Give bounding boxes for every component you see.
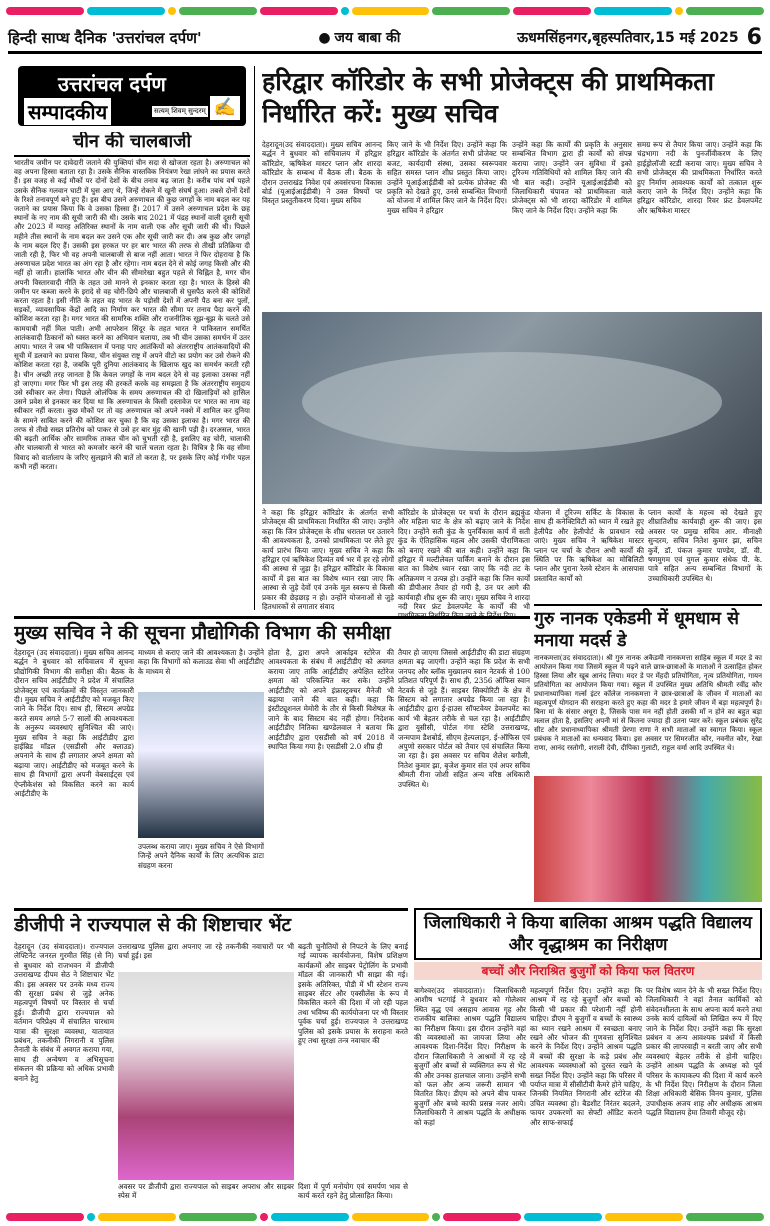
meeting-photo (262, 312, 762, 504)
dgp-col-3b: दिशा में पूर्ण मनोयोग एवं समर्पण भाव से कार्य करते रहने हेतु प्रोत्साहित किया। (298, 1182, 408, 1201)
it-col-1: देहरादून (उद संवाददाता)। मुख्य सचिव आनन्द बर्द्धन ने बुधवार को सचिवालय में सूचना प्रौद्योगिकी विभाग की समीक्षा की। बैठक के दौरान सचिव आईटीडीए ने प्रदेश में संचालित प्रोजेक्ट्स एवं कार्यक्रमों की विस्तृत जानकारी दी। मुख्य सचिव ने आईटीडीए को मजबूत किए जाने के निर्देश दिए। साथ ही, सिस्टम अपग्रेड करते समय अगले 5-7 सालों की आवश्यकता के अनुरूप व्यवस्थाएं सुनिश्चित की जाएं। मुख्य सचिव ने कहा कि आईटीडीए द्वारा हाईब्रिड मॉडल (एसडीसी और क्लाउड) अपनाने के साथ ही लगातार अपने क्षमता को बढ़ाया जाए। आईटीडीए को मजबूत करने के साथ ही विभागों द्वारा अपनी वेबसाईट्स एवं ऐप्लीकेशंस को विकसित करने का कार्य आईटीडीए के (14, 648, 134, 799)
editorial-masthead (18, 66, 246, 126)
dgp-col-3: बढ़ती चुनौतियों से निपटने के लिए बनाई गई व्यापक कार्ययोजना, विशेष प्रशिक्षण कार्यक्रमों और साइबर पेट्रोलिंग के प्रभावी मॉडल की जानकारी भी साझा की गई। इसके अतिरिक्त, पौडी में भी स्टेशन राज्य साइबर सेंटर और एक्सीलेंस के रूप में विकसित करने की दिशा में जो रही पहल तथा भविष्य की कार्ययोजना पर भी विस्तार पूर्वक चर्चा हुई। राज्यपाल ने उत्तराखण्ड पुलिस को इसके प्रयास के सराहना करते हुए तथा सुरक्षा तन्त्र नवाचार की (298, 942, 408, 1046)
ashram-col-1: बागेश्वर(उद संवाददाता)। जिलाधिकारी आशीष भटगांई ने बुधवार को गोलेश्वर स्थित वृद्ध एवं असहाय आवास गृह और राजकीय बालिका आश्रम पद्धति विद्यालय का निरीक्षण किया। इस दौरान उन्होंने वहां की व्यवस्थाओं का जायजा लिया और आवश्यक दिशा-निर्देश दिए। निरीक्षण के दौरान जिलाधिकारी ने आश्रमों में रह रहे बुजुर्गों और बच्चों से व्यक्तिगत रूप से भेंट की और उनका हालचाल जाना। उन्होंने सभी को फल और अन्य जरूरी सामान भी वितरित किए। डीएम को अपने बीच पाकर बुजुर्गों और बच्चे काफी प्रसन्न नजर आये। जिलाधिकारी ने आश्रम पद्धति के अधीक्षक को कहां (414, 986, 526, 1127)
it-col-2b: उपलब्ध कराया जाए। मुख्य सचिव ने ऐसे विभागों जिन्हें अपने दैनिक कार्यों के लिए अत्यधिक डाटा संग्रहण करना (138, 842, 264, 870)
dgp-col-1: देहरादून (उद संवाददाता)। राज्यपाल लेफ्टिनेंट जनरल गुरमीत सिंह (से नि) से बुधवार को राजभवन में डीजीपी उत्तराखण्ड दीपम सेठ ने शिष्टाचार भेंट की। इस अवसर पर उनके मध्य राज्य की सुरक्षा प्रबंध से जुड़े अनेक महत्वपूर्ण विषयों पर विस्तार से चर्चा हुई। डीजीपी द्वारा राज्यपाल को वर्तमान परिप्रेक्ष्य में संचालित चारधाम यात्रा की सुरक्षा व्यवस्था, यातायात प्रबंधन, तकनीकी निगरानी व पुलिस तैनाती के संबंध में अवगत कराया गया, साथ ही अन्वेषण व अभिसूचना संकलन की प्रक्रिया को अधिक प्रभावी बनाने हेतु (14, 942, 114, 1083)
column-rule (254, 66, 255, 610)
it-col-3: होता है, द्वारा अपने आर्काइव स्टोरेज की आवश्यकता के संबंध में आईटीडीए को अवगत कराया जाए ताकि आईटीडीए अपेक्षित स्टोरेज क्षमता को परिकल्पित कर सके। उन्होंने आईटीडीए को अपने इंफ्रास्ट्रक्चर मैनेजी भी बढ़ाया जाने की बात कही। कहा कि इंस्टीट्यूशनल मेमोरी के तौर से किसी विशेषज्ञ के जाने के बाद सिस्टम बंद नहीं होगा। निदेशक आईटीडीए नितिका खण्डेलवाल ने बताया कि आईटीडीए द्वारा एसडीसी को वर्ष 2018 में स्थापित किया गया है। एसडीसी 2.0 शीघ्र ही (268, 648, 394, 752)
slogan: जय बाबा की (334, 30, 401, 46)
main-col-8: प्लान कार्यों के महत्त्व को देखते हुए शीघ्रातिशीघ्र कार्यवाही शुरू की जाए। इस अवसर पर प्रमुख सचिव आर. मीनाक्षी सुन्दरम, सचिव नितेश कुमार झा, सचिन कुर्वे, डॉ. पंकज कुमार पाण्डेय, डॉ. वी. षणमुगम एवं युगल कुमार संधेक पी. के. पात्रे सहित अन्य सम्बन्धित विभागों के उच्चाधिकारी उपस्थित थे। (648, 508, 762, 583)
main-col-1: देहरादून(उद संवाददाता)। मुख्य सचिव आनन्द बर्द्धन ने बुधवार को सचिवालय में हरिद्वार कॉरिडोर, ऋषिकेश मास्टर प्लान और शारदा कॉरिडोर के सम्बन्ध में बैठक ली। बैठक के दौरान उत्तराखंड निवेश एवं अवसंरचना विकास बोर्ड (यूआईआईडीबी) ने उक्त विषयों पर विस्तृत प्रस्तुतीकरण दिया। मुख्य सचिव (262, 140, 382, 206)
conference-table-shape (302, 352, 722, 452)
main-headline: हरिद्वार कॉरिडोर के सभी प्रोजेक्ट्स की प्राथमिकता निर्धारित करें: मुख्य सचिव (262, 67, 714, 128)
color-strip-bottom (6, 1212, 764, 1222)
editorial-body: भारतीय जमीन पर दावेदारी जताने की युक्तियां चीन सदा से खोजता रहता है। अरुणाचल को वह अपना हिस्सा बताता रहा है। उसके सैनिक वास्तविक नियंत्रण रेखा लांघने का प्रयास करते हैं। इस वजह से कई मौकों पर दोनों देशों के बीच तनाव बढ़ जाता है। करीब पांच वर्ष पहले उसके सैनिक गलवान घाटी में घुस आए थे, जिन्हें रोकने में खूनी संघर्ष हुआ। तबसे दोनों देशों के रिश्ते तनावपूर्ण बने हुए हैं। इस बीच उसने अरुणाचल की कुछ जगहों के नाम बदल कर यह जताने का प्रयास किया कि वे उसका हिस्सा हैं। 2017 में उसने अरुणाचल प्रदेश के छह स्थानों के नए नाम की सूची जारी की थी। उसके बाद 2021 में पंद्रह स्थानों वाली दूसरी सूची और 2023 में ग्यारह अतिरिक्त स्थानों के नाम वाली एक और सूची जारी की थी। पिछले महीने तीस स्थानों के नाम बदल कर उसने एक और सूची जारी कर दी। अब कुछ और जगहों के नाम बदल दिए हैं। उसकी इस हरकत पर हर बार भारत की तरफ से तीखी प्रतिक्रिया दी जाती रही है, फिर भी वह अपनी चालबाजी से बाज नहीं आता। भारत ने फिर दोहराया है कि अरुणाचल प्रदेश भारत का अंग रहा है और रहेगा। नाम बदल देने से कोई जगह किसी और की नहीं हो जाती। हालांकि भारत और चीन की सीमारेखा बहुत पहले से चिह्नित है, मगर चीन अपनी विस्तारवादी नीति के तहत उसे मानने से इनकार करता रहा है। भारत के हिस्से की जमीन पर कब्जा करने के इरादे से वह चोरी-छिपे और चालबाजी से घुसपैठ करने की कोशिशें करता रहता है। इसी नीति के तहत वह भारत के पड़ोसी देशों में अपनी पैठ बना कर पुलों, सड़कों, व्यावसायिक केंद्रों आदि का निर्माण कर भारत की सीमा पर तनाव पैदा करने की कोशिश करता रहा है। मगर भारत की सामरिक शक्ति और राजनीतिक सूझ-बूझ के चलते उसे कामयाबी नहीं मिल पाती। अभी आपरेशन सिंदूर के तहत भारत ने पाकिस्तान समर्थित आतंकवादी ठिकानों को ध्वस्त करने का अभियान चलाया, तब भी चीन उसका समर्थन में उतर आया। भारत ने जब भी पाकिस्तान में पनाह पाए आतंकियों को अंतरराष्ट्रीय आतंकवादियों की सूची में डलवाने का प्रयास किया, चीन संयुक्त राष्ट्र में अपने वीटो का प्रयोग कर उसे रोकने की कोशिश करता रहा है, जबकि पूरी दुनिया आतंकवाद के खिलाफ खुद का समर्थन करती रही है। चीन अच्छी तरह जानता है कि केवल जगहों के नाम बदल देने से वह इलाका उसका नहीं हो जाएगा। मगर फिर भी इस तरह की हरकतें करके वह समझता है कि अंतरराष्ट्रीय समुदाय उसे स्वीकार कर लेगा। पिछले ओलंपिक के समय अरुणाचल की दो खिलाड़ियों को हासिल उसने प्रवेश से इनकार कर दिया था कि अरुणाचल के किसी दस्तावेज पर भारत का नाम वह स्वीकार नहीं करता। कुछ मौकों पर तो वह अरुणाचल को अपने नक्शे में शामिल कर दुनिया के सामने साबित करने की कोशिश कर चुका है कि वह उसका इलाका है। मगर भारत की तरफ से तीखे सख्त प्रतिरोध को पाकर से उसे हर बार मुंह की खानी पड़ी है। दरअसल, भारत की बढ़ती आर्थिक और सामरिक ताकत चीन को चुभती रही है, इसलिए वह चोरी, चालाकी और चालबाजी से भारत को कमजोर करने की चालें चलता रहता है। विचित्र है कि वह सीमा विवाद को वार्तालाप के जरिए सुलझाने की बातें तो करता है, पर इसके लिए कोई गंभीर पहल कभी नहीं करता। (14, 158, 250, 471)
bullet-icon: ● (318, 29, 331, 46)
editorial-title: चीन की चालबाजी (14, 132, 250, 157)
it-col-2: माध्यम से कराए जाने की आवश्यकता है। उन्होंने कहा कि विभागों को कलाउड सेवा भी आईटीडीए के माध्यम से (138, 648, 264, 676)
main-col-6: कॉरिडोर के प्रोजेक्ट्स पर चर्चा के दौरान ब्रह्मकुंड और महिला घाट के क्षेत्र को बढ़ाए जाने के निर्देश दिए। उन्होंने सती कुंड के पुनर्विकास कार्य में सती कुंड के ऐतिहासिक महत्व और उसकी पौराणिकता को बनाए रखने की बात कही। उन्होंने कहा कि हरिद्वार में मल्टीलेवल पार्किंग बनाने के दौरान इस बात का विशेष ध्यान रखा जाए कि नदी तट के अतिक्रमण न उत्पन्न हो। उन्होंने कहा कि जिन कार्यों की डीपीआर तैयार हो गयी है, उन पर आगे की कार्यवाही शीघ्र शुरू की जाए। मुख्य सचिव ने शारदा नदी रिवर फ्रंट डेवलपमेंट के कार्यों की भी प्राथमिकता निर्धारित किए जाने के निर्देश दिए। (398, 508, 530, 621)
mothers-day-photo (534, 776, 762, 902)
main-col-2: किए जाने के भी निर्देश दिए। उन्होंने कहा कि हरिद्वार कॉरिडोर के अंतर्गत सभी प्रोजेक्ट पर बजट, कार्यदायी संस्था, उसका स्वरूपवार सहित समस्त प्लान शीघ्र प्रस्तुत किया जाए। उन्होंने यूआईआईडीबी को प्रत्येक प्रोजेक्ट की प्रकृति को देखते हुए, उनसे सम्बन्धित विभागों को योजना में शामिल किए जाने के निर्देश दिए। मुख्य सचिव ने हरिद्वार (387, 140, 507, 215)
main-col-5: ने कहा कि हरिद्वार कॉरिडोर के अंतर्गत सभी प्रोजेक्ट्स की प्राथमिकता निर्धारित की जाए। उन्होंने कहा कि जिन प्रोजेक्ट्स के शीघ्र धरातल पर उतारने की आवश्यकता है, उनको प्राथमिकता पर लेते हुए कार्य प्रारंभ किया जाए। मुख्य सचिव ने कहा कि हरिद्वार एवं ऋषिकेश दिव्यंत वर्ष भर में हर रहे लोगों की आस्था से जुड़ा है। हरिद्वार कॉरिडोर के विकास कार्यों में इस बात का विशेष ध्यान रखा जाए कि आस्था से जुड़े देवों एवं उनके मूल स्वरूप से किसी प्रकार की छेड़छाड़ न हो। उन्होंने योजनाओं से जुड़े हितधारकों से लगातार संवाद (262, 508, 394, 612)
ashram-col-3: पर विशेष ध्यान देने के भी सख्त निर्देश दिए। जिलाधिकारी ने वहां तैनात कार्मिकों को संवेदनशीलता के साथ अपना कार्य करने तथा उनके कार्य दायित्वों को लिखित रूप में दिए जाने के निर्देश दिए। उन्होंने कहा कि सुरक्षा प्रबंधन व अन्य आवश्यक प्रबंधों में किसी प्रकार की लापरवाही न बरती जाए और सभी व्यवस्थाएं बेहतर तरीके से होनी चाहिए। उन्होंने आश्रम पद्धति के अध्यक्ष को पूर्व परिसर के कायाकल्प की दिशा में कार्य करने के भी निर्देश दिए। निरीक्षण के दौरान जिला शिक्षा अधिकारी बेसिक विनय कुमार, पुलिस उपाधीक्षक अजय शाह और अधीक्षक आश्रम पद्धति विद्यालय हेमा तिवारी मौजूद रहे। (646, 986, 762, 1118)
dgp-headline: डीजीपी ने राज्यपाल से की शिष्टाचार भेंट (14, 908, 408, 937)
masthead-title: उत्तरांचल दर्पण (58, 72, 166, 96)
ashram-subheadline: बच्चों और निराश्रित बुजुर्गों को किया फल वितरण (414, 962, 762, 980)
guru-headline: गुरु नानक एकेडमी में धूमधाम से मनाया मदर्स डे (534, 604, 762, 652)
dgp-col-2b: अवसर पर डीजीपी द्वारा राज्यपाल को साइबर अपराध और साइबर स्पेस में (118, 1182, 294, 1201)
main-col-3: उन्होंने कहा कि कार्यों की प्रकृति के अनुसार सम्बन्धित विभाग द्वारा ही कार्यों को संपन्न कराया जाए। उन्होंने जन सुविधा में इको टूरिज्म गतिविधियों को शामिल किए जाने की भी बात कही। उन्होंने यूआईआईडीबी को जिलाधिकारी चंपावत को प्राथमिकता वाले प्रोजेक्ट्स को भी शारदा कॉरिडोर में शामिल किए जाने के निर्देश दिए। उन्होंने कहा कि (512, 140, 632, 215)
it-col-4: तैयार हो जाएगा जिससे आईटीडीए की डाटा संग्रहण क्षमता बढ़ जाएगी। उन्होंने कहा कि प्रदेश के सभी जनपद और ब्लॉक मुख्यालय स्वान नेटवर्क से 100 प्रतिशत परिपूर्ण हैं। साथ ही, 2356 ऑफिस स्वान नेटवर्क से जुड़े हैं। साइबर सिक्योरिटी के क्षेत्र में सिस्टम को लगातार अपग्रेड किया जा रहा है। आईटीडीए द्वारा ई-हाउस सॉफ्टवेयर डेवलपमेंट का कार्य भी बेहतर तरीके से चल रहा है। आईटीडीए द्वारा यूसीसी, पोर्टल गंगा स्टेशि उत्तराखण्ड, जन्मपाम डैशबोर्ड, सीएम हेल्पलाइन, ई-ऑफिस एवं अपुणो सरकार पोर्टल को तैयार एवं संचालित किया जा रहा है। इस अवसर पर सचिव शैलेश बगौली, नितेश कुमार झा, बृजेश कुमार संत एवं अपर सचिव श्रीमती रीना जोशी सहित अन्य वरिष्ठ अधिकारी उपस्थित थे। (398, 648, 530, 789)
motto: सत्यम् शिवम् सुन्दरम् (154, 107, 206, 115)
main-col-4: समग्र रूप से तैयार किया जाए। उन्होंने कहा कि चंद्रभागा नदी के पुनर्जीवीकरण के लिए हाईड्रोलॉजी स्टडी कराया जाए। मुख्य सचिव ने सभी प्रोजेक्ट्स की प्राथमिकता निर्धारित करते हुए निर्माण आवश्यक कार्यों को तत्काल शुरू कराए जाने के निर्देश दिए। उन्होंने कहा कि हरिद्वार कॉरिडोर, शारदा रिवर फ्रंट डेवलपमेंट और ऋषिकेश मास्टर (637, 140, 762, 215)
it-review-headline: मुख्य सचिव ने की सूचना प्रौद्योगिकी विभाग की समीक्षा (14, 616, 530, 645)
paper-name: हिन्दी साप्ध दैनिक 'उत्तरांचल दर्पण' (8, 28, 202, 47)
page-header (8, 24, 762, 54)
pen-icon: ✍ (210, 96, 240, 120)
color-strip-top (6, 6, 764, 16)
governor-dgp-photo (118, 972, 294, 1180)
ashram-col-2: महत्वपूर्ण निर्देश दिए। उन्होंने कहा कि आश्रम में रह रहे बुजुर्गों और बच्चों को किसी भी प्रकार की परेशानी नहीं होनी चाहिए। डीएम ने बुजुर्गों व बच्चों के स्वास्थ्य का ध्यान रखने आश्रम में स्वच्छता बनाए रखने और भोजन की गुणवत्ता सुनिश्चित करने के निर्देश दिए। उन्होंने आश्रम पद्धति में बच्चों की सुरक्षा के कड़े प्रबंध और आवश्यक व्यवस्थाओं को दुरस्त रखने के सख्त निर्देश दिए। उन्होंने कहा कि परिसर में पर्याप्त मात्रा में सीसीटीवी कैमरे होने चाहिए, जिनकी नियमित निगरानी और स्टोरेज की उचित व्यवस्था हो। बैडशीट निरंतर बदलने, फायर उपकरणों का सेफ्टी ऑडिट कराने और साफ-सफाई (530, 986, 642, 1127)
guru-body: नानकमत्ता(उद संवाददाता)। श्री गुरु नानक अकैडमी नानकमत्ता साहिब स्कूल में मदर डे का आयोजन किया गया जिसमें स्कूल में पढ़ने वाले छात्र-छात्राओं के माताओं ने उत्साहित होकर हिस्सा लिया और खूब आनंद लिया। मदर डे पर मेंहदी प्रतियोगिता, नृत्य प्रतियोगिता, गायन प्रतियोगिता का आयोजन किया गया। स्कूल में उपस्थित मुख्य अतिथि श्रीमती रवींद्र कौर प्रधानाध्यापिका गर्ल्स इंटर कॉलेज नानकमत्ता ने छात्र-छात्राओं के जीवन में माताओं का महत्वपूर्ण योगदान की सराहना करते हुए कहा की मदर डे हमारे जीवन में बड़ा महत्वपूर्ण है। बिना मां के संसार अधूरा है, जिसके पास मन नहीं होती उसकी माँ न होने का बहुत बड़ा मलाल होता है, इसलिए अपनी मां से कितना ज्यादा ही उतना प्यार करें। स्कूल प्रबंधक सुरेंद्र सीट और प्रधानाध्यापिका श्रीमती प्रेरणा राणा ने सभी माताओं का स्वागत किया। स्कूल प्रबंधक ने माताओं का धन्यवाद किया। इस अवसर पर सिमरजीत कौर, नवनीत कौर, रेखा राणा, आनंद रस्तोगी, शराली देवी, दीपिका गुलाटी, राहुल वर्मा आदि उपस्थित थे। (534, 654, 762, 752)
chief-secretary-photo (138, 692, 264, 838)
editorial-label: सम्पादकीय (24, 98, 111, 125)
main-col-7: योजना में टूरिज्म सर्किट के विकास के साथ ही कनेक्टिविटी को ध्यान में रखते हुए हेलीपैड और हेलीपोर्ट के प्रावधान रखे जाएं। मुख्य सचिव ने ऋषिकेश मास्टर प्लान पर चर्चा के दौरान अभी कार्यों की स्थिति पर कि ऋषिकेश का मोबिलिटी प्लान और पुराना रेलवे स्टेशन के आसपास प्रस्तावित कार्यों को (534, 508, 644, 583)
page-number: 6 (746, 25, 762, 50)
dateline: ऊधमसिंहनगर,बृहस्पतिवार,15 मई 2025 (517, 30, 739, 46)
ashram-headline: जिलाधिकारी ने किया बालिका आश्रम पद्धति विद्यालय और वृद्धाश्रम का निरीक्षण (414, 908, 762, 960)
dgp-col-2: उत्तराखण्ड पुलिस द्वारा अपनाए जा रहे तकनीकी नवाचारों पर भी चर्चा हुई। इस (118, 942, 294, 961)
